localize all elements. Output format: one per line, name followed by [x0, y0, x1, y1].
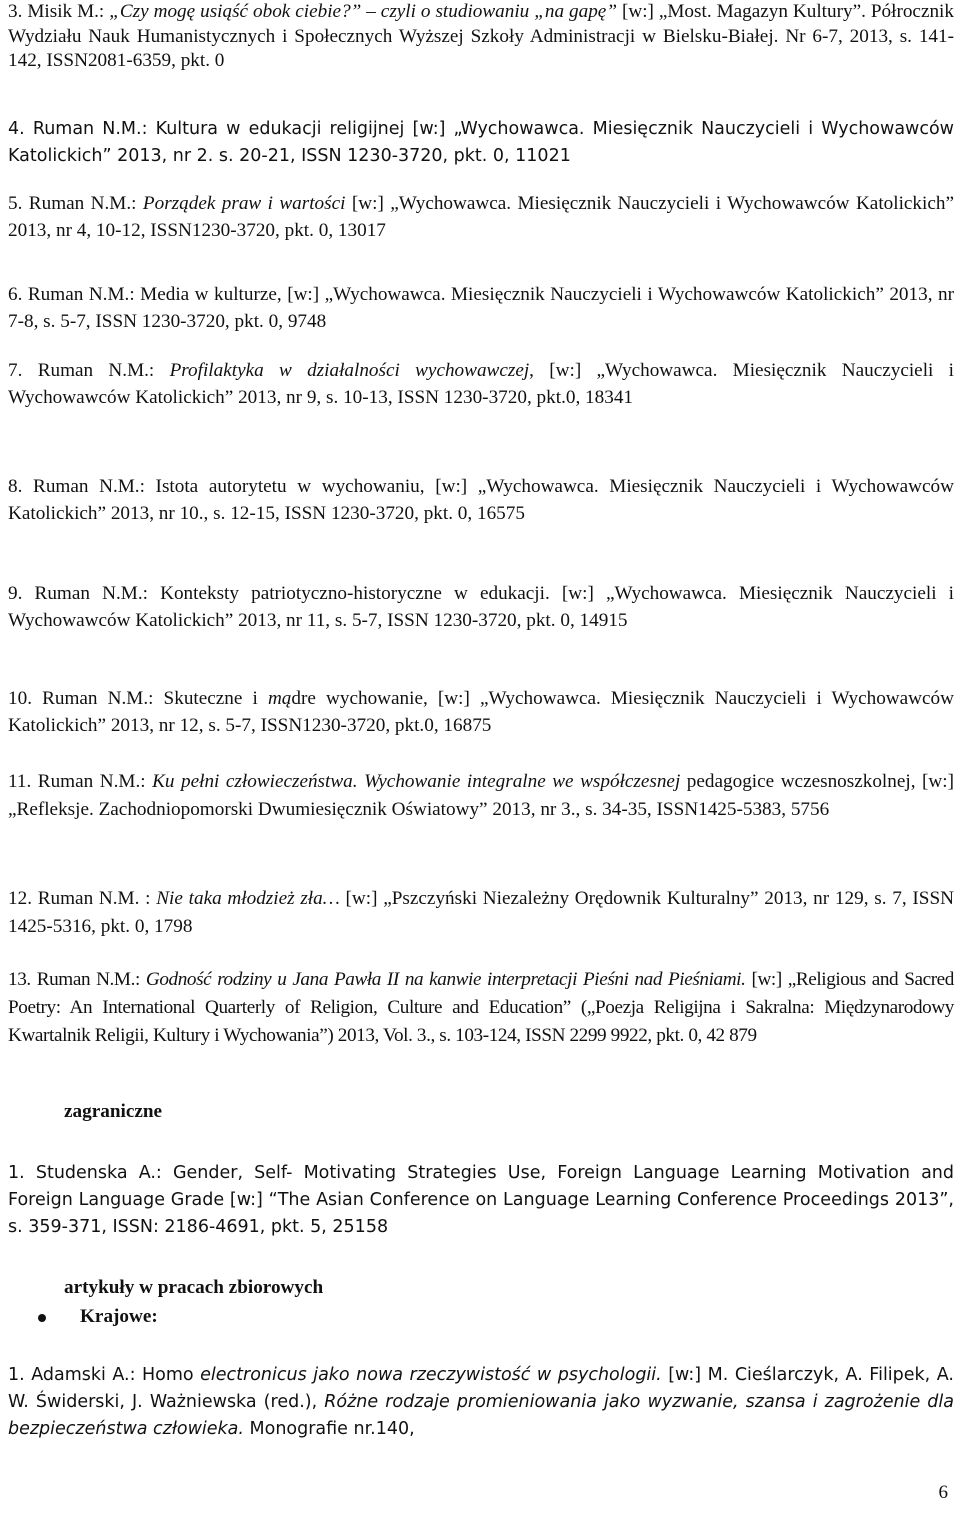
section-heading-foreign: zagraniczne: [64, 1101, 163, 1122]
entry-4-part-0: 4. Ruman N.M.: Kultura w edukacji religijnej [w:] „Wychowawca. Miesięcznik Nauczycieli i Wychowawców Katolickich” 2013, nr 2. s. 20-21, ISSN 1230-3720, pkt. 0, 11021: [8, 119, 954, 166]
bibliography-entry-5: [8, 190, 954, 244]
entry-10-part-1: mą: [267, 688, 292, 709]
document-page: [8, 0, 954, 1513]
entry-12-part-2: [w:] „Pszczyński Niezależny Orędownik Kulturalny” 2013, nr 129, s. 7, ISSN 1425-5316, pkt. 0, 1798: [8, 888, 954, 937]
foreign-entry-1-part-0: 1. Studenska A.: Gender, Self- Motivating Strategies Use, Foreign Language Learning Motivation and Foreign Language Grade [w:] “The Asian Conference on Language Learning Conference Proceedings 2013”, s. 359-371, ISSN: 2186-4691, pkt. 5, 25158: [8, 1163, 954, 1237]
bibliography-entry-12: [8, 885, 954, 941]
entry-5-part-1: Porządek praw i wartości: [142, 193, 346, 214]
bibliography-entry-foreign-1: [8, 1160, 954, 1241]
bibliography-entry-10: [8, 685, 954, 739]
domestic-entry-1-part-0: 1. Adamski A.: Homo: [8, 1365, 201, 1385]
entry-3-part-2: [w:] „Most. Magazyn Kultury”. Półrocznik Wydziału Nauk Humanistycznych i Społecznych Wyższej Szkoły Administracji w Bielsku-Białej. Nr 6-7, 2013, s. 141-142, ISSN2081-6359, pkt. 0: [8, 1, 954, 71]
entry-13-part-0: 13. Ruman N.M.:: [8, 969, 146, 990]
entry-10-part-2: dre wychowanie, [w:] „Wychowawca. Miesięcznik Nauczycieli i Wychowawców Katolickich” 2013, nr 12, s. 5-7, ISSN1230-3720, pkt.0, 16875: [8, 688, 955, 736]
entry-7-part-0: 7. Ruman N.M.:: [8, 360, 170, 381]
page-number: 6: [938, 1482, 948, 1503]
entry-12-part-0: 12. Ruman N.M. :: [8, 888, 157, 909]
entry-3-part-1: „Czy mogę usiąść obok ciebie?” – czyli o studiowaniu „na gapę”: [109, 1, 617, 22]
bibliography-entry-13: [8, 966, 954, 1050]
section-heading-domestic: [8, 1305, 954, 1330]
bibliography-entry-3: [8, 0, 954, 74]
entry-11-part-0: 11. Ruman N.M.:: [8, 771, 153, 792]
entry-7-part-1: Profilaktyka w działalności wychowawczej: [169, 360, 530, 381]
bibliography-entry-7: [8, 357, 954, 411]
entry-11-part-1: Ku pełni człowieczeństwa. Wychowanie integralne we współczesnej: [152, 771, 681, 792]
entry-12-part-1: Nie taka młodzież zła…: [156, 888, 340, 909]
domestic-entry-1-part-3: Różne rodzaje promieniowania jako wyzwanie, szansa i zagrożenie dla bezpieczeństwa człowieka.: [8, 1392, 954, 1439]
entry-8-part-0: 8. Ruman N.M.: Istota autorytetu w wychowaniu, [w:] „Wychowawca. Miesięcznik Nauczycieli i Wychowawców Katolickich” 2013, nr 10., s. 12-15, ISSN 1230-3720, pkt. 0, 16575: [8, 476, 954, 524]
bibliography-entry-6: [8, 281, 954, 335]
domestic-entry-1-part-4: Monografie nr.140,: [243, 1419, 415, 1439]
entry-5-part-0: 5. Ruman N.M.:: [8, 193, 143, 214]
entry-7-part-2: , [w:] „Wychowawca. Miesięcznik Nauczycieli i Wychowawców Katolickich” 2013, nr 9, s. 10-13, ISSN 1230-3720, pkt.0, 18341: [8, 360, 954, 408]
entry-10-part-0: 10. Ruman N.M.: Skuteczne i: [8, 688, 268, 709]
entry-11-part-2: pedagogice wczesnoszkolnej, [w:] „Refleksje. Zachodniopomorski Dwumiesięcznik Oświatowy” 2013, nr 3., s. 34-35, ISSN1425-5383, 5756: [8, 771, 954, 820]
entry-3-part-0: 3. Misik M.:: [8, 1, 110, 22]
domestic-entry-1-part-1: electronicus jako nowa rzeczywistość w psychologii.: [200, 1365, 662, 1385]
entry-5-part-2: [w:] „Wychowawca. Miesięcznik Nauczycieli i Wychowawców Katolickich” 2013, nr 4, 10-12, ISSN1230-3720, pkt. 0, 13017: [8, 193, 954, 241]
entry-13-part-1: Godność rodziny u Jana Pawła II na kanwie interpretacji Pieśni nad Pieśniami.: [145, 969, 746, 990]
bibliography-entry-4: [8, 116, 954, 170]
domestic-entry-1-part-2: [w:] M. Cieślarczyk, A. Filipek, A. W. Świderski, J. Ważniewska (red.),: [8, 1365, 954, 1412]
bibliography-entry-domestic-1: [8, 1362, 954, 1443]
entry-6-part-0: 6. Ruman N.M.: Media w kulturze, [w:] „Wychowawca. Miesięcznik Nauczycieli i Wychowawców Katolickich” 2013, nr 7-8, s. 5-7, ISSN 1230-3720, pkt. 0, 9748: [8, 284, 954, 332]
section-heading-domestic-label: Krajowe:: [80, 1306, 158, 1327]
bibliography-entry-8: [8, 473, 954, 527]
bibliography-entry-11: [8, 768, 954, 824]
bullet-icon: [38, 1314, 46, 1322]
entry-13-part-2: [w:] „Religious and Sacred Poetry: An International Quarterly of Religion, Culture and Education” („Poezja Religijna i Sakralna: Międzynarodowy Kwartalnik Religii, Kultury i Wychowania”) 2013, Vol. 3., s. 103-124, ISSN 2299 9922, pkt. 0, 42 879: [8, 969, 954, 1046]
section-heading-collective: artykuły w pracach zbiorowych: [64, 1277, 324, 1298]
entry-9-part-0: 9. Ruman N.M.: Konteksty patriotyczno-historyczne w edukacji. [w:] „Wychowawca. Miesięcznik Nauczycieli i Wychowawców Katolickich” 2013, nr 11, s. 5-7, ISSN 1230-3720, pkt. 0, 14915: [8, 583, 954, 631]
bibliography-entry-9: [8, 580, 954, 634]
